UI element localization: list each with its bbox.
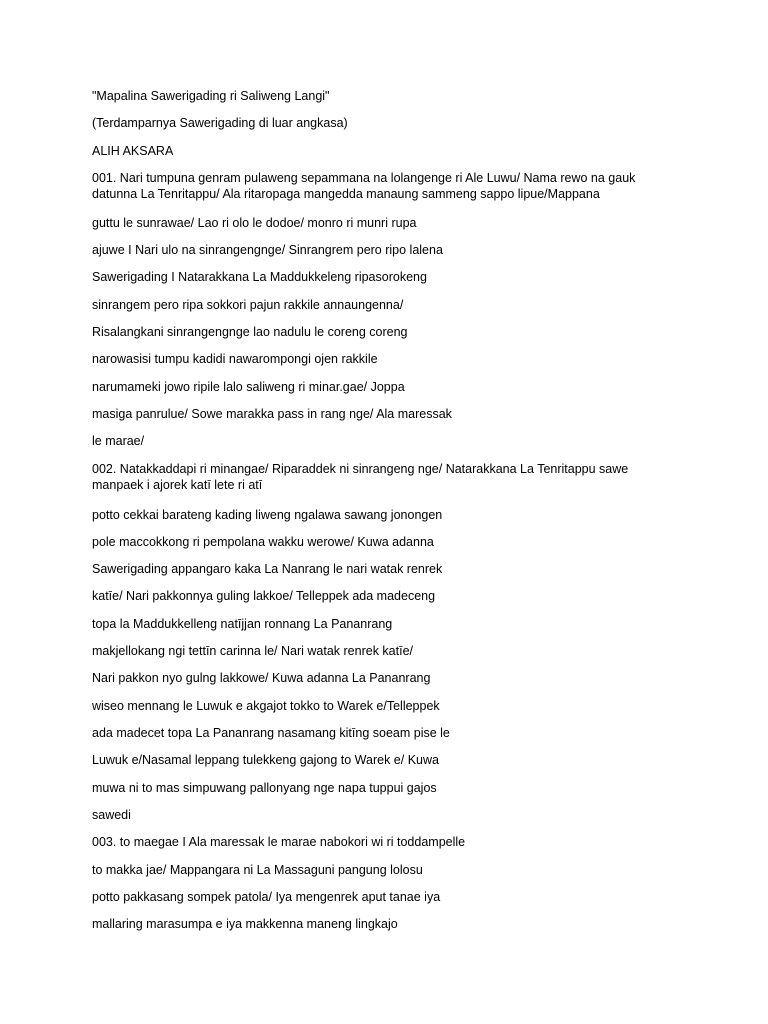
- text-line: 002. Natakkaddapi ri minangae/ Riparaddek ni sinrangeng nge/ Natarakkana La Tenritappu sawe manpaek i ajorek katī lete ri atī: [92, 462, 629, 492]
- section-heading: ALIH AKSARA: [92, 144, 174, 158]
- document-title: "Mapalina Sawerigading ri Saliweng Langi": [92, 89, 330, 103]
- text-line: sawedi: [92, 808, 131, 822]
- text-line: mallaring marasumpa e iya makkenna maneng lingkajo: [92, 917, 398, 931]
- text-line: muwa ni to mas simpuwang pallonyang nge napa tuppui gajos: [92, 781, 437, 795]
- text-line: le marae/: [92, 434, 145, 448]
- text-line: wiseo mennang le Luwuk e akgajot tokko to Warek e/Telleppek: [92, 699, 440, 713]
- text-line: Risalangkani sinrangengnge lao nadulu le coreng coreng: [92, 325, 408, 339]
- text-line: Nari pakkon nyo gulng lakkowe/ Kuwa adanna La Pananrang: [92, 671, 431, 685]
- text-line: ajuwe I Nari ulo na sinrangengnge/ Sinrangrem pero ripo lalena: [92, 243, 443, 257]
- text-line: katīe/ Nari pakkonnya guling lakkoe/ Telleppek ada madeceng: [92, 589, 436, 603]
- text-line: topa la Maddukkelleng natījjan ronnang La Pananrang: [92, 617, 393, 631]
- text-line: masiga panrulue/ Sowe marakka pass in rang nge/ Ala maressak: [92, 407, 452, 421]
- text-line: sinrangem pero ripa sokkori pajun rakkile annaungenna/: [92, 298, 404, 312]
- text-line: 001. Nari tumpuna genram pulaweng sepammana na lolangenge ri Ale Luwu/ Nama rewo na gauk datunna La Tenritappu/ Ala ritaropaga mangedda manaung sammeng sappo lipue/Mappana: [92, 171, 636, 201]
- text-line: 003. to maegae I Ala maressak le marae nabokori wi ri toddampelle: [92, 835, 466, 849]
- text-line: to makka jae/ Mappangara ni La Massaguni pangung lolosu: [92, 863, 423, 877]
- document-subtitle: (Terdamparnya Sawerigading di luar angkasa): [92, 116, 348, 130]
- text-line: ada madecet topa La Pananrang nasamang kitīng soeam pise le: [92, 726, 450, 740]
- text-line: potto cekkai barateng kading liweng ngalawa sawang jonongen: [92, 508, 443, 522]
- text-line: narowasisi tumpu kadidi nawarompongi ojen rakkile: [92, 352, 378, 366]
- text-line: Luwuk e/Nasamal leppang tulekkeng gajong to Warek e/ Kuwa: [92, 753, 439, 767]
- text-line: pole maccokkong ri pempolana wakku werowe/ Kuwa adanna: [92, 535, 434, 549]
- text-line: guttu le sunrawae/ Lao ri olo le dodoe/ monro ri munri rupa: [92, 216, 417, 230]
- text-line: Sawerigading I Natarakkana La Maddukkeleng ripasorokeng: [92, 270, 427, 284]
- text-line: potto pakkasang sompek patola/ Iya mengenrek aput tanae iya: [92, 890, 441, 904]
- text-line: narumameki jowo ripile lalo saliweng ri minar.gae/ Joppa: [92, 380, 405, 394]
- text-line: Sawerigading appangaro kaka La Nanrang le nari watak renrek: [92, 562, 443, 576]
- text-line: makjellokang ngi tettīn carinna le/ Nari watak renrek katīe/: [92, 644, 413, 658]
